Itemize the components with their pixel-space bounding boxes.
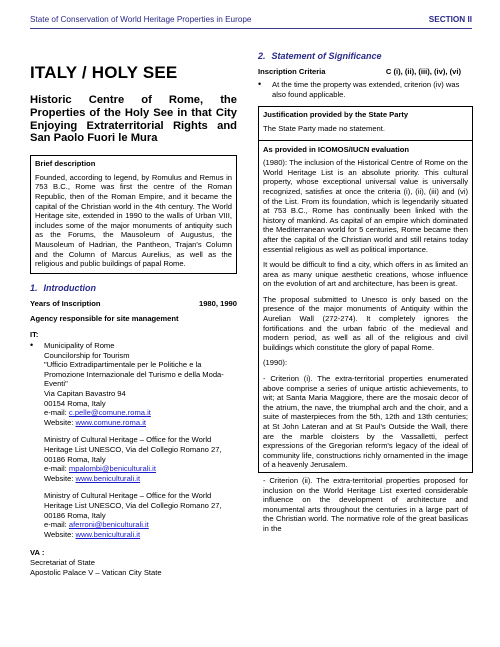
criteria-value: C (i), (ii), (iii), (iv), (vi): [385, 66, 461, 76]
bullet-icon: •: [258, 79, 262, 90]
brief-description-box: [30, 155, 237, 274]
criteria-note: At the time the property was extended, criterion (iv) was also found applicable.: [272, 80, 460, 99]
years-row: [30, 299, 237, 309]
muni-web-row: [44, 418, 237, 428]
years-label: Years of Inscription: [30, 299, 101, 309]
evaluation-paragraph: - Criterion (i). The extra-territorial properties enumerated above comprise a series of unique artistic achievements, to wit; at Santa Maria Maggiore, there are the mosaic decor of the atrium, the nave, the triumphal arch and the choir, and a suite of masterpieces from the 5th, 12th and 13th centuries; at St John Lateran and at St Paul's Outside the Wall, there are the marble cloisters by the Vassalletti, perfect expressions of the Gregorian reform's legacy of the ideal of community life, constructions richly ornamented in the image of a heavenly Jerusalem.: [263, 374, 468, 470]
significance-heading: [258, 52, 473, 62]
agency-contacts: [44, 341, 237, 539]
section-number: 2.: [258, 51, 266, 61]
left-column: [30, 40, 237, 577]
bullet-icon: •: [30, 340, 34, 351]
muni-line: Councilorship for Tourism: [44, 350, 130, 360]
agency-label: Agency responsible for site management: [30, 313, 179, 323]
years-value: 1980, 1990: [198, 299, 237, 309]
criteria-note-item: [258, 80, 473, 99]
website-label: Website:: [44, 473, 76, 483]
justification-text: The State Party made no statement.: [263, 123, 385, 133]
ministry-1-website-link[interactable]: www.beniculturali.it: [75, 473, 141, 483]
muni-line: Municipality of Rome: [44, 341, 115, 351]
muni-email-row: [44, 408, 237, 418]
section-title: Statement of Significance: [271, 51, 382, 61]
ministry-2-web-row: [44, 530, 237, 540]
page-header: [30, 14, 472, 29]
va-label: VA :: [30, 548, 45, 558]
criteria-label: Inscription Criteria: [258, 66, 326, 76]
evaluation-paragraph: The proposal submitted to Unesco is only based on the presence of the major monuments of Antiquity within the Aurelian Wall (272-274). It completely ignores the fortifications and the urban fabric of the medieval and modern period, as well as all of the religious and civil buildings which constitute the glory of papal Rome.: [263, 294, 468, 352]
country-title: ITALY / HOLY SEE: [30, 63, 178, 82]
box-divider: [259, 140, 472, 141]
website-label: Website:: [44, 417, 76, 427]
ministry-1-web-row: [44, 474, 237, 484]
email-label: e-mail:: [44, 520, 69, 530]
email-label: e-mail:: [44, 464, 69, 474]
ministry-2-website-link[interactable]: www.beniculturali.it: [75, 529, 141, 539]
va-line: Secretariat of State: [30, 557, 96, 567]
criteria-row: [258, 67, 473, 77]
ministry-2-address: Ministry of Cultural Heritage – Office for the World Heritage List UNESCO, Via del Collegio Romano 27, 00186 Roma, Italy: [44, 491, 222, 520]
section-number: 1.: [30, 282, 38, 293]
header-title: State of Conservation of World Heritage Properties in Europe: [30, 15, 252, 24]
muni-line: 00154 Roma, Italy: [44, 398, 106, 408]
site-title: Historic Centre of Rome, the Properties of the Holy See in that City Enjoying Extraterritorial Rights and San Paolo Fuori le Mura: [30, 94, 237, 145]
justification-box: [258, 106, 473, 533]
email-label: e-mail:: [44, 408, 69, 418]
header-section: SECTION II: [428, 15, 472, 24]
brief-description-text: Founded, according to legend, by Romulus and Remus in 753 B.C., Rome was first the centre of the Roman Republic, then of the Roman Empire, and it became the capital of the Christian world in the 4th century. The World Heritage site, extended in 1990 to the walls of Urban VIII, includes some of the major monuments of antiquity such as the Forums, the Mausoleum of Augustus, the Mausoleum of Hadrian, the Pantheon, Trajan's Column and the Column of Marcus Aurelius, as well as the religious and public buildings of papal Rome.: [35, 172, 232, 269]
justification-heading: Justification provided by the State Party: [263, 110, 409, 120]
evaluation-paragraph: (1990):: [263, 358, 288, 368]
ministry-2-email-row: [44, 520, 237, 530]
evaluation-paragraph: It would be difficult to find a city, which offers in as limited an area as many unique aesthetic creations, whose influence on the evolution of art and architecture, has been is great.: [263, 260, 468, 289]
muni-website-link[interactable]: www.comune.roma.it: [75, 417, 146, 427]
muni-line: "Ufficio Extradipartimentale per le Politiche e la Promozione Internazionale del Turismo e della Moda-Eventi": [44, 360, 224, 389]
introduction-heading: [30, 284, 237, 294]
va-line: Apostolic Palace V – Vatican City State: [30, 567, 162, 577]
muni-email-link[interactable]: c.pelle@comune.roma.it: [68, 408, 151, 418]
agency-list-item: [30, 341, 237, 539]
ministry-1-address: Ministry of Cultural Heritage – Office for the World Heritage List UNESCO, Via del Collegio Romano 27, 00186 Roma, Italy: [44, 435, 222, 464]
ministry-1-email-link[interactable]: mpalombi@beniculturali.it: [68, 464, 156, 474]
right-column: [258, 40, 473, 533]
evaluation-paragraph: (1980): The inclusion of the Historical Centre of Rome on the World Heritage List is an absolute priority. This cultural property, whose exceptional universal value is universally recognized, satisfies at once the criteria (i), (ii), (iii) and (vi) of the List. From its foundation, which is legendarily situated at 753 B.C., Rome has continually been linked with the history of mankind. As capital of an empire which dominated the Mediterranean world for 5 centuries, Rome became then after the capital of the Christian world and still retains today essential religious as well as political importance.: [263, 158, 468, 254]
icomos-heading: As provided in ICOMOS/IUCN evaluation: [263, 144, 409, 154]
muni-line: Via Capitan Bavastro 94: [44, 389, 126, 399]
evaluation-paragraph: - Criterion (ii). The extra-territorial properties proposed for inclusion on the World Heritage List exerted considerable influence on the development of architecture and monumental arts throughout the centuries in a large part of the Christian world. The normative role of the great basilicas in the: [263, 475, 468, 533]
brief-description-heading: Brief description: [35, 159, 96, 169]
ministry-1-email-row: [44, 464, 237, 474]
website-label: Website:: [44, 529, 76, 539]
section-title: Introduction: [43, 282, 97, 293]
ministry-2-email-link[interactable]: aferroni@beniculturali.it: [68, 520, 149, 530]
it-label: IT:: [30, 329, 39, 339]
